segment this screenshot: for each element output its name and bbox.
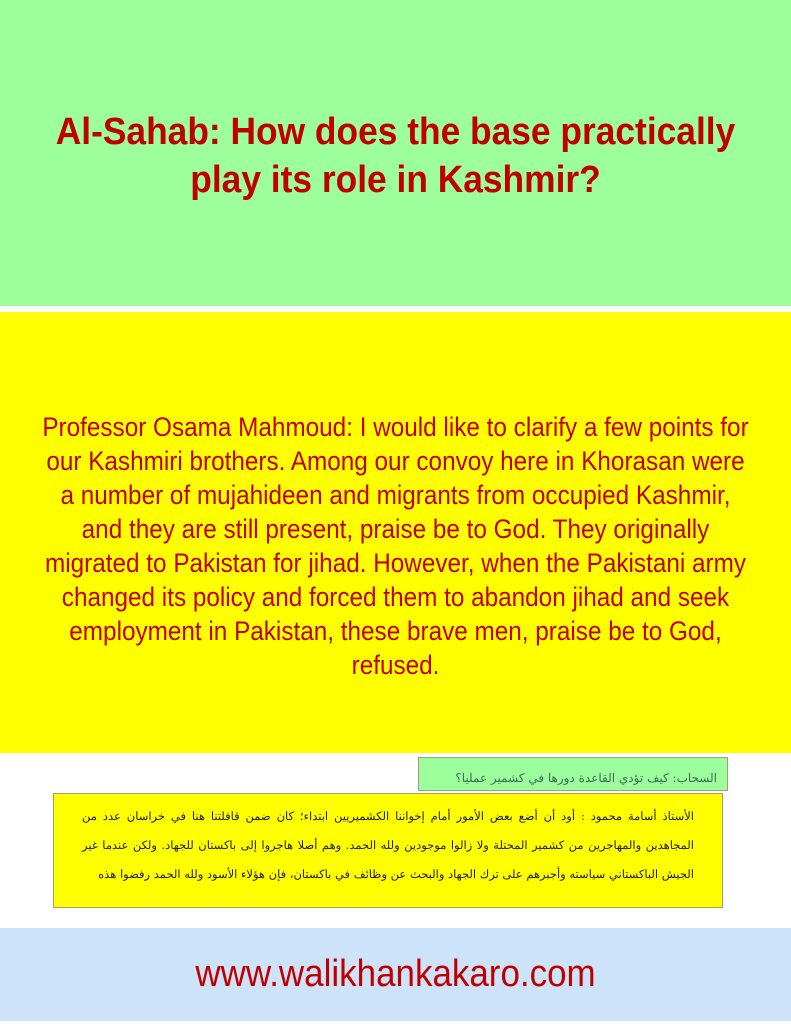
translation-text: Professor Osama Mahmoud: I would like to clarify a few points for our Kashmiri brothers. Among our convoy here in Khorasan were a number of mujahideen and migrants from occupied Kashmir, and they are still present, praise be to God. They originally migrated to Pakistan for jihad. However, when the Pakistani army changed its policy and forced them to abandon jihad and seek employment in Pakistan, these brave men, praise be to God, refused.	[42, 411, 749, 680]
page-title: Al-Sahab: How does the base practically play its role in Kashmir?	[55, 111, 736, 201]
translation-panel	[0, 312, 791, 753]
title-panel	[0, 0, 791, 306]
website-url: www.walikhankakaro.com	[195, 953, 596, 995]
arabic-question-box	[418, 757, 728, 791]
arabic-answer-text: الأستاذ أسامة محمود : أود أن أضع بعض الأمور أمام إخواننا الكشميريين ابتداء؛ كان ضمن قافلتنا هنا في خراسان عدد من المجاهدين والمهاجرين من كشمير المحتلة ولا زالوا موجودين ولله الحمد. وهم أصلا هاجروا إلى باكستان للجهاد. ولكن عندما غير الجيش الباكستاني سياسته وأجبرهم على ترك الجهاد والبحث عن وظائف في باكستان، فإن هؤلاء الأسود ولله الحمد رفضوا هذه	[82, 809, 694, 881]
footer-panel	[0, 928, 791, 1021]
arabic-question-text: السحاب: كيف تؤدي القاعدة دورها في كشمير عمليا؟	[455, 771, 717, 785]
arabic-answer-box	[53, 793, 723, 908]
